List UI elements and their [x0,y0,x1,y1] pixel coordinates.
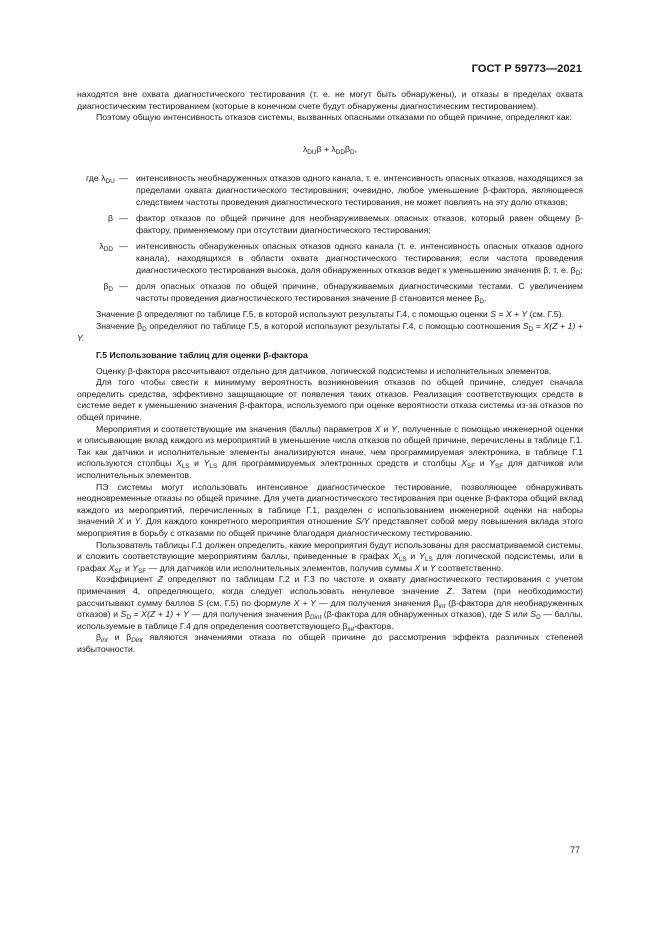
value-note-2: Значение $\beta_D$ определяют по таблице Г.5, в которой используют результаты Г.4, с помощью соотношения $S_D = X(Z + 1) + Y$. [77,320,584,343]
standard-header: ГОСТ Р 59773—2021 [471,63,582,75]
definition-beta-d: $\beta_D$ — доля опасных отказов по общей причине, обнаруживаемых диагностическими тестами. С увеличением частоты проведения диагностического тестирования значение β становится менее $\beta_D$. [113,281,583,304]
page-content [77,89,583,656]
section-paragraph-6: Коэффициент Z определяют по таблицам Г.2 и Г.3 по частоте и охвату диагностического тестирования с учетом примечания 4, определяющего, когда следует использовать ненулевое значение Z. Затем (при необходимости) рассчитывают сумму баллов S (см. Г.5) по формуле X + Y — для получения значения $\beta_{int}$ (β-фактора для необнаруженных отказов) и $S_D = X(Z + 1) + Y$ — для получения значения $\beta_{Dint}$ (β-фактора для обнаруженных отказов), где S или $S_D$ — баллы, используемые в таблице Г.4 для определения соответствующего $\beta_{int}$-фактора. [77,574,584,633]
definition-symbol: $\lambda_{DD}$ [99,241,113,254]
definition-symbol: где $\lambda_{DU}$ [86,173,115,186]
failure-rate-formula: $\lambda_{DU}\beta + \lambda_{DD}\beta_D$, [302,143,358,156]
definition-text: доля опасных отказов по общей причине, обнаруживаемых диагностическими тестами. С увеличением частоты проведения диагностического тестирования значение β становится менее $\beta_D$. [136,281,583,305]
definition-symbol: β [108,213,113,224]
section-paragraph-4: ПЭ системы могут использовать интенсивное диагностическое тестирование, позволяющее обнаруживать неодновременные отказы по общей причине. Для учета диагностического тестирования при оценке β-фактора общий вклад каждого из мероприятий, перечисленных в таблице Г.1, разделен с использованием инженерной оценки на наборы значений X и Y. Для каждого конкретного мероприятия отношение S/Y представляет собой меру повышения вклада этого мероприятия в борьбу с отказами по общей причине благодаря диагностическому тестированию. [77,481,583,538]
intro-paragraph-2: Поэтому общую интенсивность отказов системы, вызванных опасными отказами по общей причине, определяют как: [96,112,572,123]
page-number: 77 [570,845,581,855]
section-heading: Г.5 Использование таблиц для оценки β-фактора [96,350,308,361]
definition-text: фактор отказов по общей причине для необнаруживаемых опасных отказов, который равен общему β-фактору, применяемому при отсутствии диагностического тестирования; [136,213,583,235]
section-paragraph-3: Мероприятия и соответствующие им значения (баллы) параметров X и Y, полученные с помощью инженерной оценки и описывающие вклад каждого из мероприятий в уменьшение числа отказов по общей причине, перечислены в таблице Г.1. Так как датчики и исполнительные элементы анализируются иначе, чем программируемая электроника, в таблице Г.1 используются столбцы $X_{LS}$ и $Y_{LS}$ для программируемых электронных средств и столбцы $X_{SF}$ и $Y_{SF}$ для датчиков или исполнительных элементов. [77,423,584,481]
definition-text: интенсивность обнаруженных опасных отказов одного канала (т. е. интенсивность опасных отказов одного канала), находящихся в области охвата диагностического тестирования; если частота проведения диагностического тестирования высока, доля обнаруженных отказов ведет к уменьшению значения β, т. е. $\beta_D$; [136,241,583,277]
value-note-1: Значение β определяют по таблице Г.5, в которой используют результаты Г.4, с помощью оценки S = X + Y (см. Г.5). [96,309,564,320]
definition-beta: β — фактор отказов по общей причине для необнаруживаемых опасных отказов, который равен общему β-фактору, применяемому при отсутствии диагностического тестирования; [113,213,583,236]
intro-paragraph-1: находятся вне охвата диагностического тестирования (т. е. не могут быть обнаружены), и отказы в пределах охвата диагностическим тестированием (которые в конечном счете будут обнаружены диагностическим тестированием). [77,89,583,111]
section-paragraph-2: Для того чтобы свести к минимуму вероятность возникновения отказов по общей причине, следует сначала определить средства, эффективно защищающие от появления таких отказов. Реализация соответствующих средств в системе ведет к уменьшению значения β-фактора, используемого при оценке вероятности отказа системы из-за отказов по общей причине. [77,377,583,423]
definition-lambda-dd: $\lambda_{DD}$ — интенсивность обнаруженных опасных отказов одного канала (т. е. интенсивность опасных отказов одного канала), находящихся в области охвата диагностического тестирования; если частота проведения диагностического тестирования высока, доля обнаруженных отказов ведет к уменьшению значения β, т. е. $\beta_D$; [113,241,583,276]
definition-lambda-du: где $\lambda_{DU}$ — интенсивность необнаруженных отказов одного канала, т. е. интенсивность опасных отказов, находящихся за пределами охвата диагностического тестирования; очевидно, любое уменьшение β-фактора, являющееся следствием частоты проведения диагностического тестирования, не может повлиять на эту долю отказов; [86,173,583,207]
definition-text: интенсивность необнаруженных отказов одного канала, т. е. интенсивность опасных отказов, находящихся за пределами охвата диагностического тестирования; очевидно, любое уменьшение β-фактора, являющееся следствием частоты проведения диагностического тестирования, не может повлиять на эту долю отказов; [136,173,583,207]
section-paragraph-7: $\beta_{int}$ и $\beta_{Dint}$ являются значениями отказа по общей причине до рассмотрения эффекта различных степеней избыточности. [77,632,583,654]
section-paragraph-1: Оценку β-фактора рассчитывают отдельно для датчиков, логической подсистемы и исполнительных элементов. [96,365,552,376]
definitions-list [77,173,583,304]
section-paragraph-5: Пользователь таблицы Г.1 должен определить, какие мероприятия будут использованы для рассматриваемой системы, и сложить соответствующие мероприятиям баллы, приведенные в графах $X_{LS}$ и $Y_{LS}$ для логической подсистемы, или в графах $X_{SF}$ и $Y_{SF}$ — для датчиков или исполнительных элементов, получив суммы X и Y соответственно. [77,539,584,575]
definition-symbol: $\beta_D$ [103,281,113,294]
